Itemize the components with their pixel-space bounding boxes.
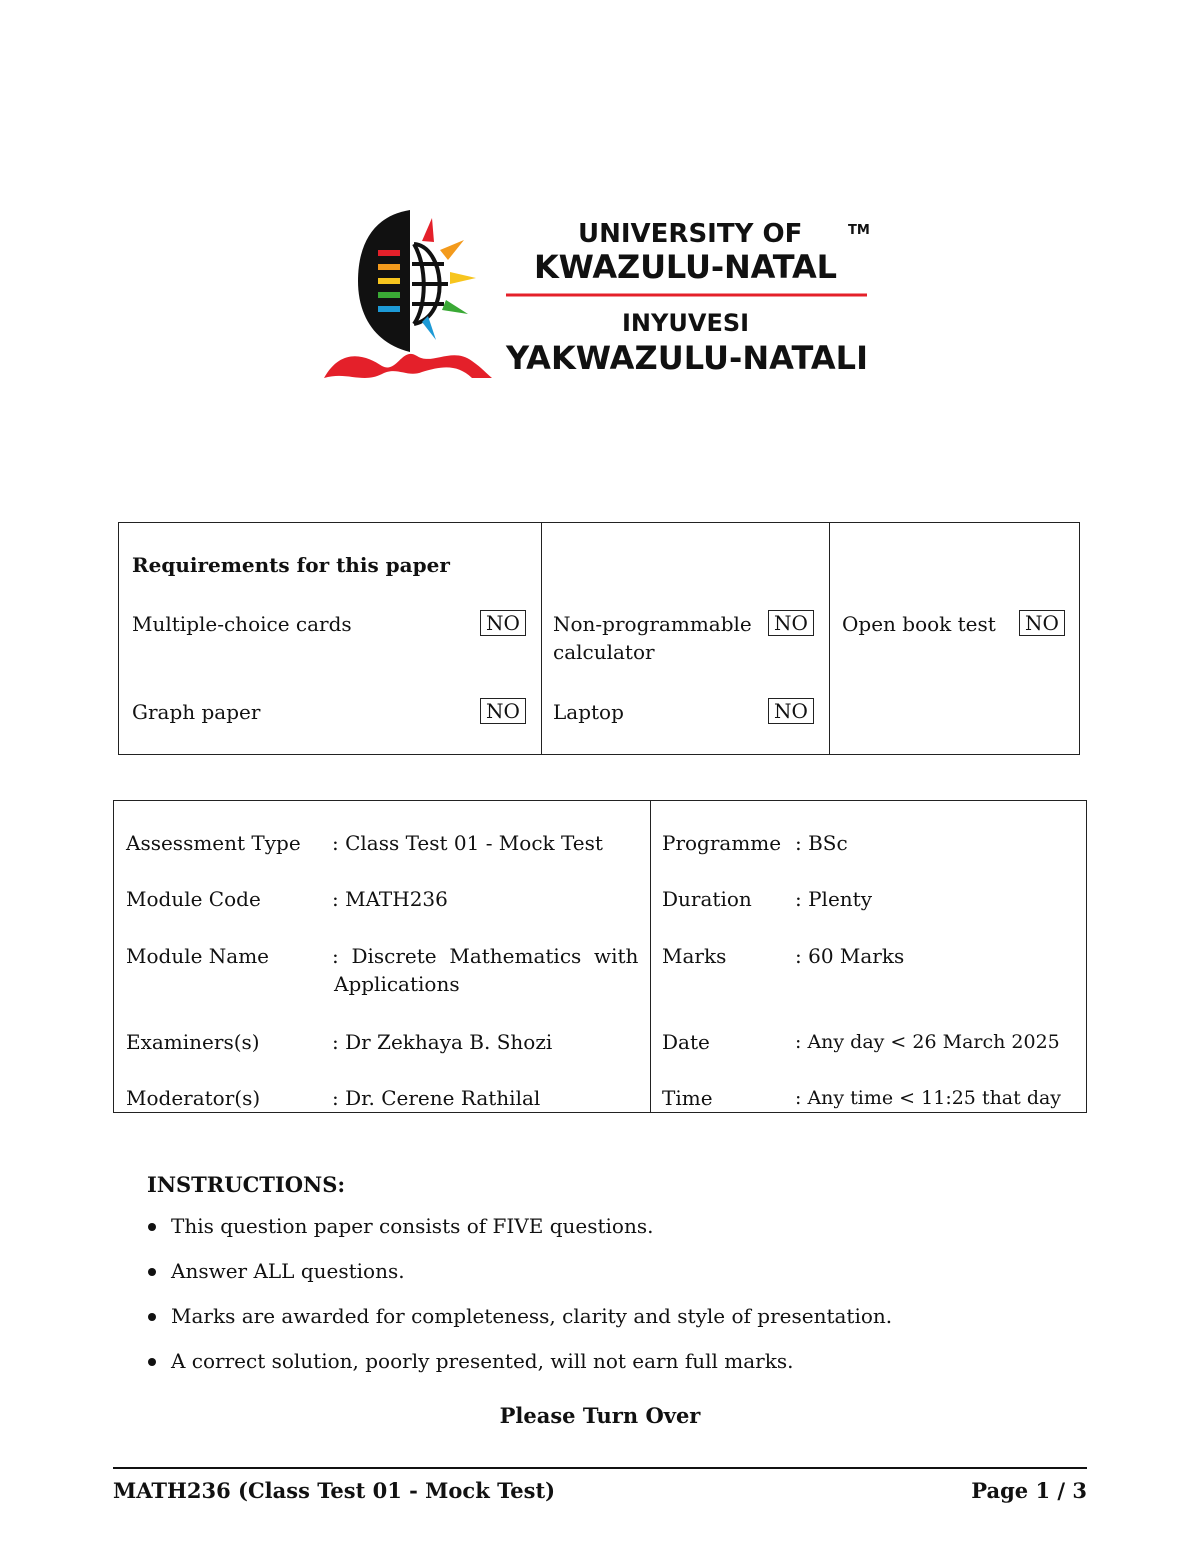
- university-logo: [322, 206, 872, 386]
- bullet-icon: [148, 1223, 156, 1231]
- req-calculator-value: NO: [768, 610, 814, 636]
- assessment-info-table: [113, 800, 1087, 1113]
- req-multiple-choice-value: NO: [480, 610, 526, 636]
- info-module-code-label: Module Code: [126, 887, 261, 911]
- info-divider: [650, 801, 651, 1112]
- logo-ribbon: [324, 354, 492, 378]
- logo-bar-orange: [378, 264, 400, 270]
- info-examiners-value: : Dr Zekhaya B. Shozi: [332, 1030, 553, 1054]
- instruction-item-4: A correct solution, poorly presented, will not earn full marks.: [171, 1349, 794, 1373]
- info-moderators-label: Moderator(s): [126, 1086, 261, 1110]
- logo-line4: YAKWAZULU-NATALI: [506, 339, 868, 377]
- logo-tm: TM: [848, 223, 870, 238]
- info-programme-label: Programme: [662, 831, 782, 855]
- logo-line3: INYUVESI: [622, 309, 750, 337]
- info-module-code-value: : MATH236: [332, 887, 448, 911]
- instruction-item-1: This question paper consists of FIVE questions.: [171, 1214, 654, 1238]
- info-date-label: Date: [662, 1030, 710, 1054]
- logo-ray-yellow: [450, 272, 476, 284]
- footer-page-number: Page 1 / 3: [971, 1478, 1087, 1503]
- instruction-item-3: Marks are awarded for completeness, clarity and style of presentation.: [171, 1304, 893, 1328]
- bullet-icon: [148, 1268, 156, 1276]
- instruction-item-2: Answer ALL questions.: [171, 1259, 405, 1283]
- info-examiners-label: Examiners(s): [126, 1030, 260, 1054]
- bullet-icon: [148, 1358, 156, 1366]
- info-duration-value: : Plenty: [795, 887, 873, 911]
- requirements-divider-1: [541, 523, 542, 754]
- req-graph-paper-label: Graph paper: [132, 700, 261, 724]
- info-module-name-value-2: Applications: [334, 972, 460, 996]
- info-time-label: Time: [662, 1086, 713, 1110]
- info-marks-label: Marks: [662, 944, 727, 968]
- footer-module: MATH236 (Class Test 01 - Mock Test): [113, 1478, 556, 1503]
- info-marks-value: : 60 Marks: [795, 944, 905, 968]
- please-turn-over: Please Turn Over: [499, 1403, 701, 1428]
- logo-ray-red: [422, 218, 434, 242]
- req-laptop-value: NO: [768, 698, 814, 724]
- requirements-divider-2: [829, 523, 830, 754]
- logo-ray-green: [442, 300, 468, 314]
- req-open-book-value: NO: [1019, 610, 1065, 636]
- logo-globe-icon: [412, 244, 448, 324]
- info-module-name-label: Module Name: [126, 944, 270, 968]
- logo-bar-blue: [378, 306, 400, 312]
- logo-bar-red: [378, 250, 400, 256]
- info-moderators-value: : Dr. Cerene Rathilal: [332, 1086, 541, 1110]
- requirements-table: [118, 522, 1080, 755]
- logo-ray-orange: [440, 240, 464, 260]
- info-duration-label: Duration: [662, 887, 752, 911]
- info-assessment-type-label: Assessment Type: [126, 831, 301, 855]
- requirements-heading: Requirements for this paper: [132, 553, 450, 577]
- req-laptop-label: Laptop: [553, 700, 624, 724]
- instructions-heading: INSTRUCTIONS:: [147, 1172, 346, 1197]
- req-graph-paper-value: NO: [480, 698, 526, 724]
- info-module-name-value-1: : Discrete Mathematics with: [332, 944, 639, 968]
- logo-bar-green: [378, 292, 400, 298]
- footer-rule: [113, 1467, 1087, 1469]
- req-open-book-label: Open book test: [842, 612, 996, 636]
- logo-line2: KWAZULU-NATAL: [534, 248, 837, 286]
- info-date-value: : Any day < 26 March 2025: [795, 1031, 1060, 1053]
- req-calculator-label-1: Non-programmable: [553, 612, 752, 636]
- info-assessment-type-value: : Class Test 01 - Mock Test: [332, 831, 603, 855]
- req-calculator-label-2: calculator: [553, 640, 655, 664]
- logo-bar-yellow: [378, 278, 400, 284]
- bullet-icon: [148, 1313, 156, 1321]
- info-time-value: : Any time < 11:25 that day: [795, 1087, 1062, 1109]
- logo-line1: UNIVERSITY OF: [578, 219, 803, 249]
- req-multiple-choice-label: Multiple-choice cards: [132, 612, 352, 636]
- info-programme-value: : BSc: [795, 831, 848, 855]
